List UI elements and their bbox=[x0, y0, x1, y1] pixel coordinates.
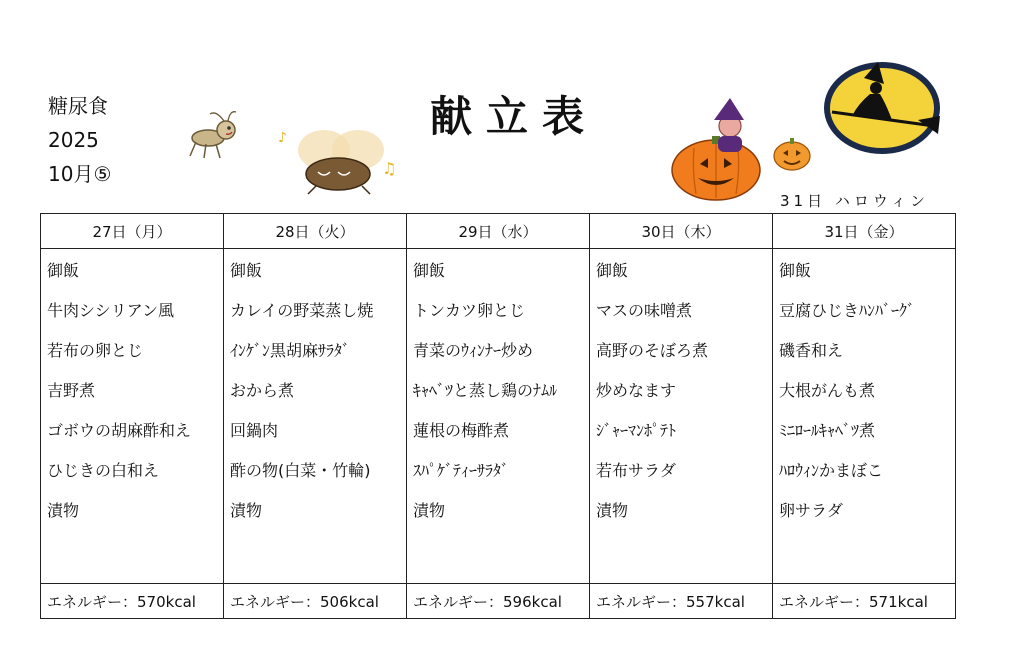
menu-item: マスの味噌煮 bbox=[596, 301, 693, 320]
menu-item: 漬物 bbox=[230, 501, 263, 520]
menu-item: 若布サラダ bbox=[596, 461, 676, 480]
header-row bbox=[41, 214, 956, 249]
menu-item: ｲﾝｹﾞﾝ黒胡麻ｻﾗﾀﾞ bbox=[230, 341, 351, 360]
menu-item: 回鍋肉 bbox=[230, 421, 279, 440]
menu-item: 漬物 bbox=[47, 501, 80, 520]
day-header: 27日（月） bbox=[41, 214, 224, 249]
menu-item: 御飯 bbox=[596, 261, 629, 280]
energy-cell: エネルギー：596kcal bbox=[407, 584, 590, 619]
energy-cell: エネルギー：571kcal bbox=[773, 584, 956, 619]
svg-text:♪: ♪ bbox=[278, 130, 287, 146]
menu-item: 若布の卵とじ bbox=[47, 341, 144, 360]
small-pumpkin-illustration bbox=[772, 134, 812, 172]
day-header: 28日（火） bbox=[224, 214, 407, 249]
menu-cell bbox=[773, 249, 956, 584]
menu-item: ｽﾊﾟｹﾞﾃｨｰｻﾗﾀﾞ bbox=[413, 461, 510, 480]
menu-item: 牛肉シシリアン風 bbox=[47, 301, 174, 320]
day-header: 29日（水） bbox=[407, 214, 590, 249]
menu-item: カレイの野菜蒸し焼 bbox=[230, 301, 374, 320]
menu-item: 御飯 bbox=[413, 261, 446, 280]
menu-item: 卵サラダ bbox=[779, 501, 843, 520]
menu-item: 炒めなます bbox=[596, 381, 677, 400]
period: 10月⑤ bbox=[48, 162, 112, 186]
menu-cell bbox=[590, 249, 773, 584]
energy-row bbox=[41, 584, 956, 619]
menu-cell bbox=[224, 249, 407, 584]
menu-item: 御飯 bbox=[47, 261, 80, 280]
menu-item: 酢の物(白菜・竹輪) bbox=[230, 461, 371, 480]
header-info bbox=[48, 96, 111, 198]
menu-item: 青菜のｳｨﾝﾅｰ炒め bbox=[413, 341, 534, 360]
page-title: 献立表 bbox=[430, 92, 599, 141]
svg-text:♫: ♫ bbox=[382, 159, 397, 178]
menu-items-row bbox=[41, 249, 956, 584]
menu-item: トンカツ卵とじ bbox=[413, 301, 526, 320]
halloween-note: 31日 ハロウィン bbox=[780, 192, 929, 210]
menu-cell bbox=[41, 249, 224, 584]
menu-item: おから煮 bbox=[230, 381, 295, 400]
energy-cell: エネルギー：506kcal bbox=[224, 584, 407, 619]
menu-item: ﾐﾆﾛｰﾙｷｬﾍﾞﾂ煮 bbox=[779, 421, 876, 440]
day-header: 31日（金） bbox=[773, 214, 956, 249]
energy-cell: エネルギー：557kcal bbox=[590, 584, 773, 619]
year: 2025 bbox=[48, 128, 99, 152]
menu-cell bbox=[407, 249, 590, 584]
menu-table bbox=[40, 213, 956, 619]
witch-on-pumpkin-illustration bbox=[668, 98, 764, 202]
menu-item: ﾊﾛｳｨﾝかまぼこ bbox=[779, 461, 884, 480]
day-header: 30日（木） bbox=[590, 214, 773, 249]
menu-item: 漬物 bbox=[596, 501, 629, 520]
menu-item: 豆腐ひじきﾊﾝﾊﾞｰｸﾞ bbox=[779, 301, 916, 320]
menu-item: ｼﾞｬｰﾏﾝﾎﾟﾃﾄ bbox=[596, 421, 677, 440]
menu-item: 御飯 bbox=[230, 261, 263, 280]
menu-item: ひじきの白和え bbox=[47, 461, 160, 480]
menu-item: ｷｬﾍﾞﾂと蒸し鶏のﾅﾑﾙ bbox=[413, 381, 558, 400]
menu-item: 御飯 bbox=[779, 261, 812, 280]
diet-type: 糖尿食 bbox=[48, 94, 108, 118]
grasshopper-illustration bbox=[186, 108, 242, 162]
menu-item: 吉野煮 bbox=[47, 381, 96, 400]
menu-item: 蓮根の梅酢煮 bbox=[413, 421, 510, 440]
cricket-illustration bbox=[276, 124, 406, 196]
witch-moon-illustration bbox=[822, 60, 942, 156]
menu-item: 磯香和え bbox=[779, 341, 844, 360]
menu-item: 高野のそぼろ煮 bbox=[596, 341, 709, 360]
menu-item: ゴボウの胡麻酢和え bbox=[47, 421, 192, 440]
menu-item: 漬物 bbox=[413, 501, 446, 520]
energy-cell: エネルギー：570kcal bbox=[41, 584, 224, 619]
menu-item: 大根がんも煮 bbox=[779, 381, 876, 400]
